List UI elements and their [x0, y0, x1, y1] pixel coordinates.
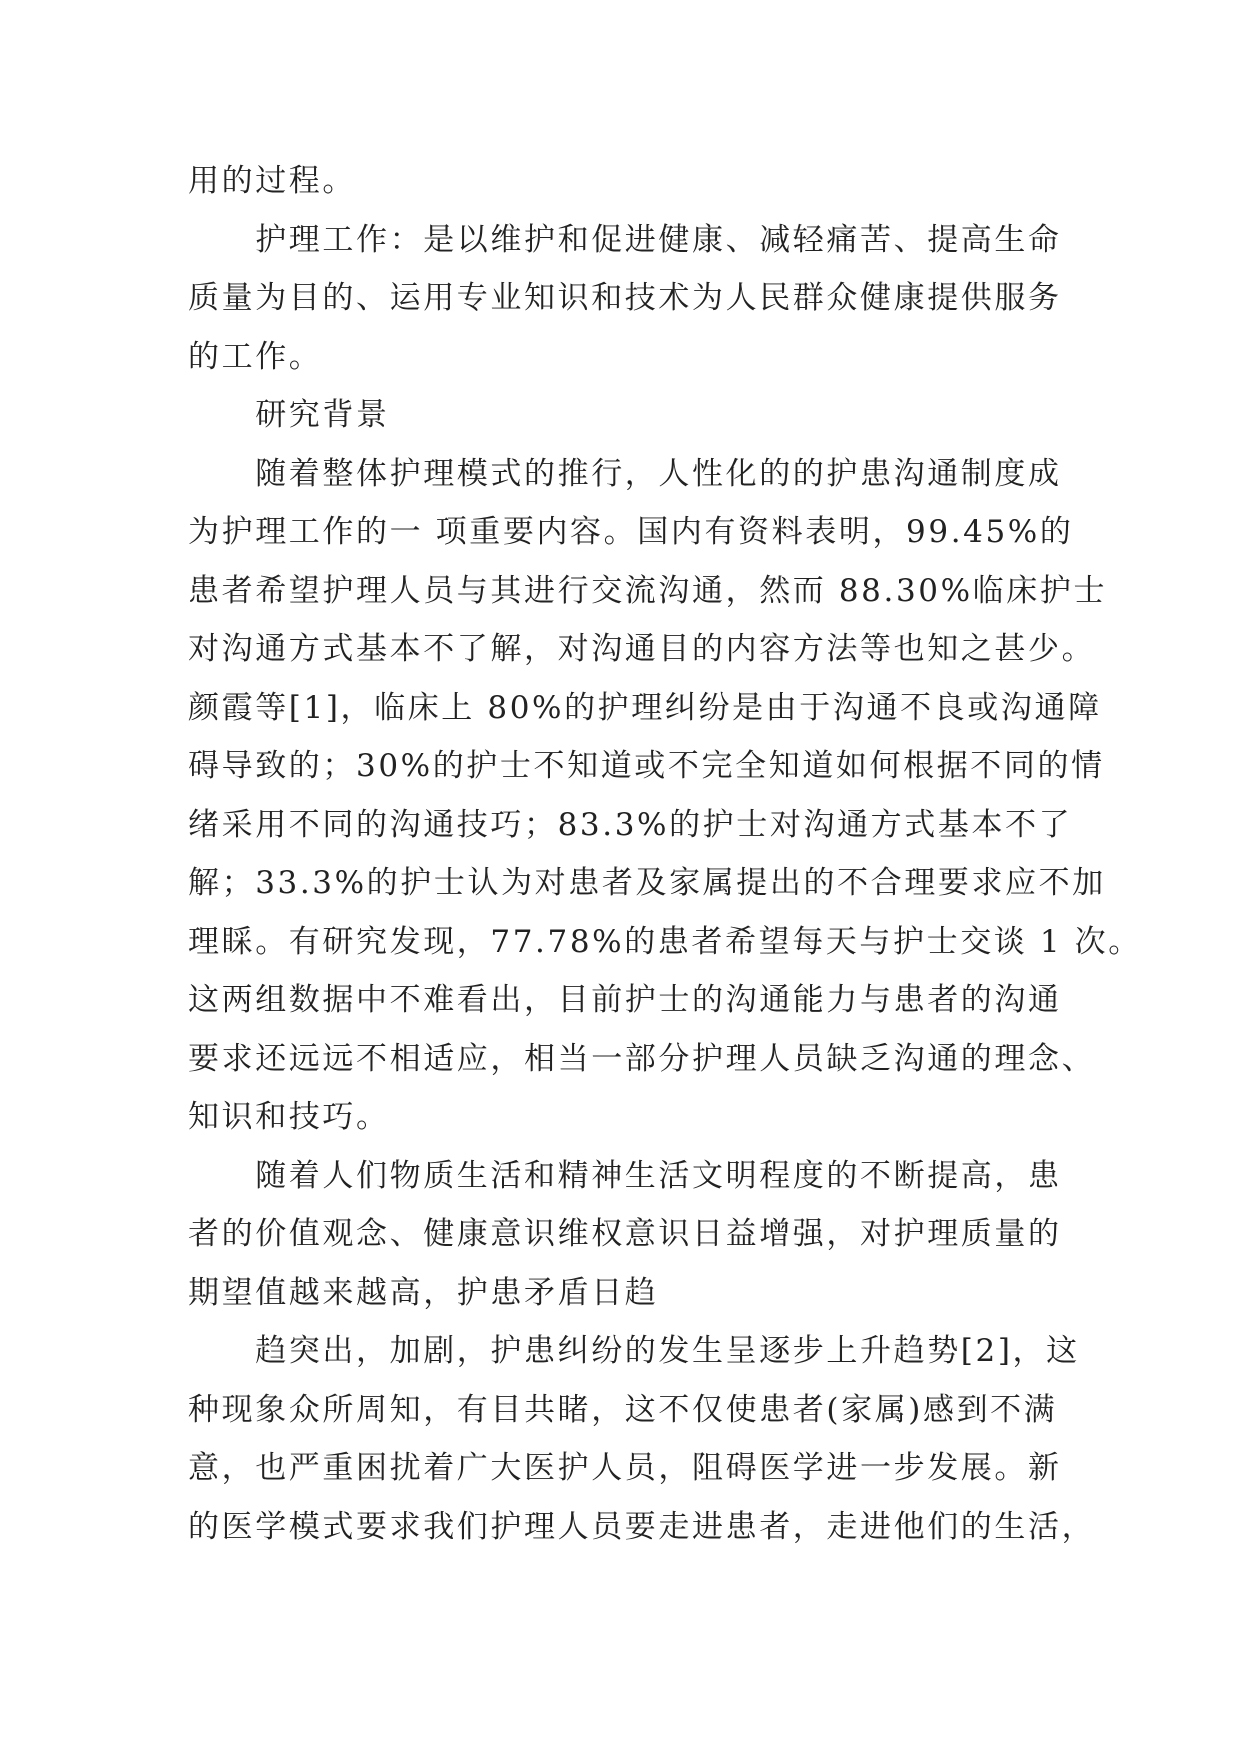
text-line: 患者希望护理人员与其进行交流沟通，然而 88.30%临床护士 — [188, 572, 1108, 609]
text-line: 种现象众所周知，有目共睹，这不仅使患者(家属)感到不满 — [188, 1391, 1058, 1428]
text-line: 者的价值观念、健康意识维权意识日益增强，对护理质量的 — [188, 1216, 1062, 1252]
text-line: 绪采用不同的沟通技巧；83.3%的护士对沟通方式基本不了 — [188, 806, 1073, 843]
text-line: 颜霞等[1]，临床上 80%的护理纠纷是由于沟通不良或沟通障 — [188, 689, 1102, 726]
text-line: 期望值越来越高，护患矛盾日趋 — [188, 1274, 659, 1311]
text-line: 这两组数据中不难看出，目前护士的沟通能力与患者的沟通 — [188, 982, 1062, 1018]
text-line: 随着人们物质生活和精神生活文明程度的不断提高，患 — [188, 1157, 1062, 1194]
text-line: 知识和技巧。 — [188, 1099, 390, 1135]
text-line: 的医学模式要求我们护理人员要走进患者，走进他们的生活， — [188, 1508, 1096, 1545]
text-line: 随着整体护理模式的推行，人性化的的护患沟通制度成 — [188, 455, 1062, 492]
text-line: 的工作。 — [188, 338, 323, 375]
text-line: 质量为目的、运用专业知识和技术为人民群众健康提供服务 — [188, 280, 1062, 316]
text-line: 对沟通方式基本不了解，对沟通目的内容方法等也知之甚少。 — [188, 631, 1096, 667]
text-line: 意，也严重困扰着广大医护人员，阻碍医学进一步发展。新 — [188, 1450, 1062, 1486]
text-line: 要求还远远不相适应，相当一部分护理人员缺乏沟通的理念、 — [188, 1040, 1096, 1077]
document-body — [188, 152, 1142, 1556]
section-heading: 研究背景 — [188, 397, 390, 433]
text-line: 护理工作：是以维护和促进健康、减轻痛苦、提高生命 — [188, 221, 1062, 258]
text-line: 理睬。有研究发现，77.78%的患者希望每天与护士交谈 1 次。 — [188, 923, 1142, 960]
text-line: 为护理工作的一 项重要内容。国内有资料表明，99.45%的 — [188, 514, 1074, 550]
text-line: 碍导致的；30%的护士不知道或不完全知道如何根据不同的情 — [188, 748, 1105, 784]
text-line: 用的过程。 — [188, 163, 356, 199]
text-line: 解；33.3%的护士认为对患者及家属提出的不合理要求应不加 — [188, 865, 1106, 901]
text-line: 趋突出，加剧，护患纠纷的发生呈逐步上升趋势[2]，这 — [188, 1333, 1080, 1369]
